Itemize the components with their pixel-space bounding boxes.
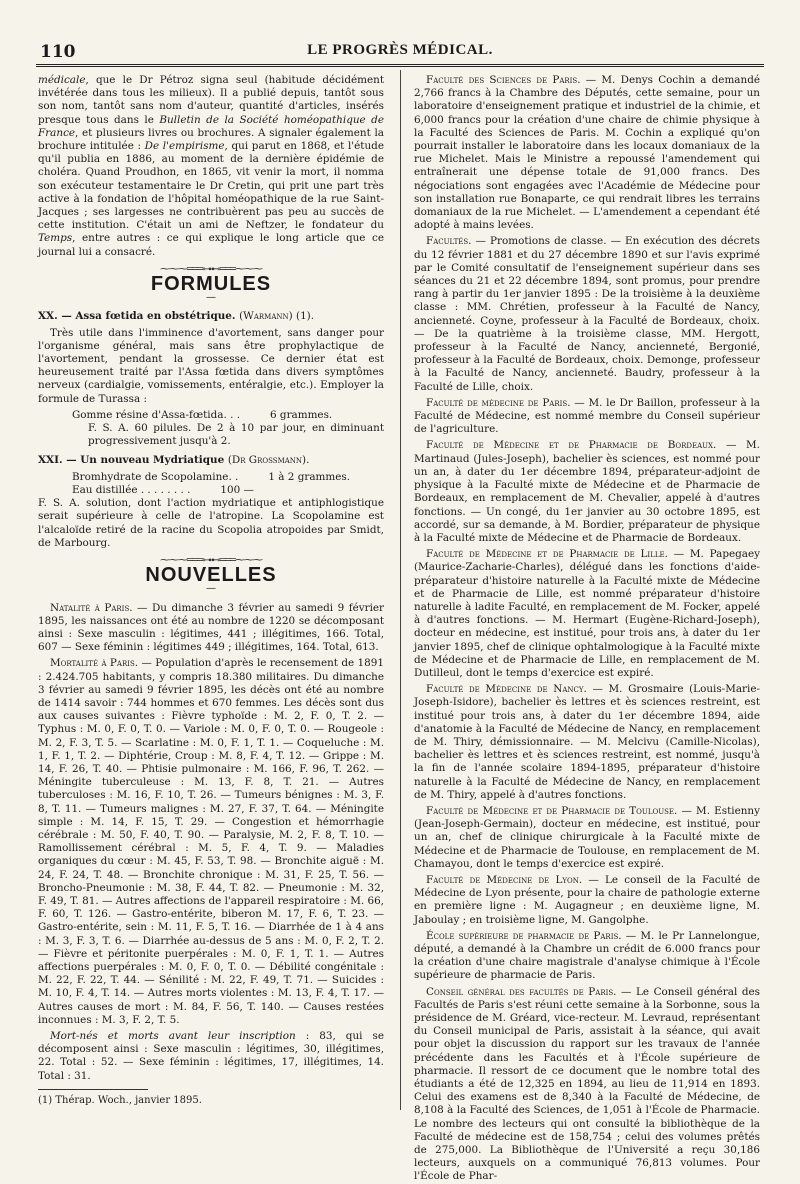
- news-item-sciences-paris: Faculté des Sciences de Paris. — M. Denys Cochin a demandé 2,766 francs à la Chambre des Députés, cette semaine, pour un laboratoire d'enseignement pratique et industriel de la chimie, et 6,000 francs pour la création d'une chaire de chimie physique à la Faculté des Sciences de Paris. M. Cochin a expliqué qu'on pourrait installer le laboratoire dans les locaux domaniaux de la rue Michelet. Mais le Ministre a repoussé l'amendement qui entraînerait une dépense totale de 91,000 francs. Des négociations sont engagées avec l'Académie de Médecine pour son installation rue Bonaparte, ce qui rendrait libres les terrains domaniaux de la rue Michelet. — L'amendement a cependant été adopté à mains levées.: [414, 74, 760, 232]
- right-column: [414, 74, 760, 1183]
- mortalite-paragraph: Mortalité à Paris. — Population d'après le recensement de 1891 : 2.424.705 habitants, y compris 18.380 militaires. Du dimanche 3 février au samedi 9 février 1895, les décès ont été au nombre de 1414 savoir : 744 hommes et 670 femmes. Les décès sont dus aux causes suivantes : Fièvre typhoïde : M. 2, F. 0, T. 2. — Typhus : M. 0, F. 0, T. 0. — Variole : M. 0, F. 0, T. 0. — Rougeole : M. 2, F. 3, T. 5. — Scarlatine : M. 0, F. 1, T. 1. — Coqueluche : M. 1, F. 1, T. 2. — Diphtérie, Croup : M. 8, F. 4, T. 12. — Grippe : M. 14, F. 26, T. 40. — Phtisie pulmonaire : M. 166, F. 96, T. 262. — Méningite tuberculeuse : M. 13, F. 8, T. 21. — Autres tuberculoses : M. 16, F. 10, T. 26. — Tumeurs bénignes : M. 3, F. 8, T. 11. — Tumeurs malignes : M. 27, F. 37, T. 64. — Méningite simple : M. 14, F. 15, T. 29. — Congestion et hémorrhagie cérébrale : M. 50, F. 40, T. 90. — Paralysie, M. 2, F. 8, T. 10. — Ramollissement cérébral : M. 5, F. 4, T. 9. — Maladies organiques du cœur : M. 45, F. 53, T. 98. — Bronchite aiguë : M. 24, F. 24, T. 48. — Bronchite chronique : M. 31, F. 25, T. 56. — Broncho-Pneumonie : M. 38, F. 44, T. 82. — Pneumonie : M. 32, F. 49, T. 81. — Autres affections de l'appareil respiratoire : M. 66, F. 60, T. 126. — Gastro-entérite, biberon M. 17, F. 6, T. 23. — Gastro-entérite, sein : M. 11, F. 5, T. 16. — Diarrhée de 1 à 4 ans : M. 3, F. 3, T. 6. — Diarrhée au-dessus de 5 ans : M. 0, F. 2, T. 2. — Fièvre et péritonite puerpérales : M. 0, F. 1, T. 1. — Autres affections puerpérales : M. 0, F. 0, T. 0. — Débilité congénitale : M. 22, F. 22, T. 44. — Sénilité : M. 22, F. 49, T. 71. — Suicides : M. 10, F. 4, T. 14. — Autres morts violentes : M. 13, F. 4, T. 17. — Autres causes de mort : M. 84, F. 56, T. 140. — Causes restées inconnues : M. 3, F. 2, T. 5.: [38, 657, 384, 1026]
- news-item-lyon: Faculté de Médecine de Lyon. — Le conseil de la Faculté de Médecine de Lyon présente, pour la chaire de pathologie externe en première ligne : M. Augagneur ; en deuxième ligne, M. Jaboulay ; en troisième ligne, M. Gangolphe.: [414, 873, 760, 926]
- news-item-nancy: Faculté de Médecine de Nancy. — M. Grosmaire (Louis-Marie-Joseph-Isidore), bachelier ès lettres et ès sciences restreint, est institué pour trois ans, à dater du 1er décembre 1894, aide d'anatomie à la Faculté de Médecine de Nancy, en remplacement de M. Thiry, démissionnaire. — M. Melcivu (Camille-Nicolas), bachelier ès lettres et ès sciences restreint, est nommé, jusqu'à la fin de l'année scolaire 1894-1895, préparateur d'histoire naturelle à la Faculté de Médecine de Nancy, en remplacement de M. Thiry, appelé à d'autres fonctions.: [414, 683, 760, 801]
- formula-xx-title: XX. — Assa fœtida en obstétrique. (Warmann) (1).: [38, 310, 315, 323]
- formula-xx-text: Très utile dans l'imminence d'avortement, sans danger pour l'organisme général, mais sans être prophylactique de l'avortement, pendant la grossesse. Ce dernier état est heureusement traité par l'Assa fœtida dans divers symptômes nerveux (cardialgie, vomissements, entéralgie, etc.). Employer la formule de Turassa :: [38, 326, 384, 405]
- section-dash-2: —: [206, 583, 216, 595]
- news-item-medecine-paris: Faculté de médecine de Paris. — M. le Dr Baillon, professeur à la Faculté de Médecine, est nommé membre du Conseil supérieur de l'agriculture.: [414, 396, 760, 436]
- news-item-toulouse: Faculté de Médecine et de Pharmacie de Toulouse. — M. Estienny (Jean-Joseph-Germain), docteur en médecine, est institué, pour un an, chef de clinique chirurgicale à la Faculté mixte de Médecine et de Pharmacie de Toulouse, en remplacement de M. Chamayou, dont le temps d'exercice est expiré.: [414, 804, 760, 870]
- obituary-paragraph: médicale, que le Dr Pétroz signa seul (habitude décidément invétérée dans tous les milieux). Il a publié depuis, tantôt sous son nom, tantôt sans nom d'auteur, quantité d'articles, insérés presque tous dans le Bulletin de la Société homéopathique de France, et plusieurs livres ou brochures. A signaler également la brochure intitulée : De l'empirisme, qui parut en 1868, et l'étude qu'il publia en 1886, au moment de la dernière épidémie de choléra. Quand Proudhon, en 1865, vit venir la mort, il nomma son exécuteur testamentaire le Dr Cretin, qui prit une part très active à la fondation de l'hôpital homéopathique de la rue Saint-Jacques ; ses largesses ne contribuèrent pas peu au succès de cette institution. C'était un ami de Neftzer, le fondateur du Temps, entre autres : ce qui explique le long article que ce journal lui a consacré.: [38, 74, 384, 258]
- news-item-facultes: Facultés. — Promotions de classe. — En exécution des décrets du 12 février 1881 et du 27 décembre 1890 et sur l'avis exprimé par le Comité consultatif de l'enseignement supérieur dans ses séances du 21 et 22 décembre 1894, sont promus, pour prendre rang à partir du 1er janvier 1895 : De la troisième à la deuxième classe : MM. Chrétien, professeur à la Faculté de Nancy, ancienneté. Coyne, professeur à la Faculté de Bordeaux, choix. — De la quatrième à la troisième classe, MM. Hergott, professeur à la Faculté de Nancy, ancienneté, Bergonié, professeur à la Faculté de Bordeaux, choix. Demonge, professeur à la Faculté de Nancy, ancienneté. Baudry, professeur à la Faculté de Lille, choix.: [414, 235, 760, 393]
- news-item-conseil-general: Conseil général des facultés de Paris. — Le Conseil général des Facultés de Paris s'est réuni cette semaine à la Sorbonne, sous la présidence de M. Gréard, vice-recteur. M. Levraud, représentant du Conseil municipal de Paris, assistait à la séance, qui avait pour objet la discussion du rapport sur les travaux de l'année précédente dans les Facultés et à l'École supérieure de pharmacie. Il ressort de ce document que le nombre total des étudiants a été de 12,325 en 1894, au lieu de 11,914 en 1893. Celui des examens est de 8,340 à la Faculté de Médecine, de 8,108 à la Faculté des Sciences, de 1,051 à l'École de Pharmacie. Le nombre des lecteurs qui ont consulté la bibliothèque de la Faculté de médecine est de 158,754 ; celui des volumes prêtés de 275,000. La Bibliothèque de l'Université a reçu 30,186 lecteurs, auxquels on a communiqué 76,813 volumes. Pour l'École de Phar-: [414, 985, 760, 1183]
- page-number: 110: [40, 42, 76, 62]
- ornament-divider: ⁓⁓⁓═══⊶⊷═══⁓⁓⁓: [159, 263, 263, 275]
- formules-heading: FORMULES: [150, 273, 272, 296]
- header-rule: [36, 64, 764, 67]
- page-header: [36, 42, 764, 64]
- formula-xxi-rx1: Bromhydrate de Scopolamine. . 1 à 2 grammes.: [72, 470, 351, 483]
- nouvelles-heading: NOUVELLES: [145, 564, 277, 587]
- column-divider: [400, 70, 401, 1110]
- formula-xxi-rx2: Eau distillée . . . . . . . . 100 —: [72, 483, 254, 496]
- mortnes-paragraph: Mort-nés et morts avant leur inscription : 83, qui se décomposent ainsi : Sexe masculin : légitimes, 30, illégitimes, 22. Total : 52. — Sexe féminin : légitimes, 17, illégitimes, 14. Total : 31.: [38, 1030, 384, 1082]
- running-title: LE PROGRÈS MÉDICAL.: [307, 42, 493, 58]
- formula-xxi-text: F. S. A. solution, dont l'action mydriatique et antiphlogistique serait supérieure à celle de l'atropine. La Scopolamine est l'alcaloïde retiré de la racine du Scopolia atropoides par Smidt, de Marbourg.: [38, 497, 384, 549]
- formula-xxi-title: XXI. — Un nouveau Mydriatique (Dr Grossmann).: [38, 454, 310, 467]
- natalite-paragraph: Natalité à Paris. — Du dimanche 3 février au samedi 9 février 1895, les naissances ont été au nombre de 1220 se décomposant ainsi : Sexe masculin : légitimes, 441 ; illégitimes, 166. Total, 607 — Sexe féminin : légitimes 449 ; illégitimes, 164. Total, 613.: [38, 601, 385, 654]
- news-item-lille: Faculté de Médecine et de Pharmacie de Lille. — M. Papegaey (Maurice-Zacharie-Charles), délégué dans les fonctions d'aide-préparateur d'histoire naturelle à la Faculté mixte de Médecine et de Pharmacie de Lille, est nommé préparateur d'histoire naturelle à ladite Faculté, en remplacement de M. Focker, appelé à d'autres fonctions. — M. Hermart (Eugène-Richard-Joseph), docteur en médecine, est institué, pour trois ans, à dater du 1er janvier 1895, chef de clinique ophtalmologique à la Faculté mixte de Médecine et de Pharmacie de Lille, en remplacement de M. Dutilleul, dont le temps d'exercice est expiré.: [414, 548, 760, 679]
- news-item-bordeaux: Faculté de Médecine et de Pharmacie de Bordeaux. — M. Martinaud (Jules-Joseph), bachelier ès sciences, est nommé pour un an, à dater du 1er décembre 1894, préparateur-adjoint de physique à la Faculté mixte de Médecine et de Pharmacie de Bordeaux, en remplacement de M. Chevalier, appelé à d'autres fonctions. — Un congé, du 1er janvier au 30 octobre 1895, est accordé, sur sa demande, à M. Bordier, préparateur de physique à la Faculté mixte de Médecine et de Pharmacie de Bordeaux.: [414, 439, 760, 544]
- news-item-pharmacie-paris: École supérieure de pharmacie de Paris. — M. le Pr Lannelongue, député, a demandé à la Chambre un crédit de 6.000 francs pour la création d'une chaire magistrale d'analyse chimique à l'École supérieure de pharmacie de Paris.: [414, 929, 760, 982]
- section-dash: —: [206, 292, 216, 304]
- ornament-divider-2: ⁓⁓⁓═══⊶⊷═══⁓⁓⁓: [159, 554, 263, 566]
- formula-xx-rx2: F. S. A. 60 pilules. De 2 à 10 par jour, en diminuant progressivement jusqu'à 2.: [88, 422, 384, 448]
- formula-xx-rx1: Gomme résine d'Assa-fœtida. . . 6 grammes.: [72, 408, 333, 421]
- footnote: (1) Thérap. Woch., janvier 1895.: [38, 1094, 202, 1106]
- left-column: [38, 74, 384, 1124]
- footnote-rule: [38, 1089, 148, 1090]
